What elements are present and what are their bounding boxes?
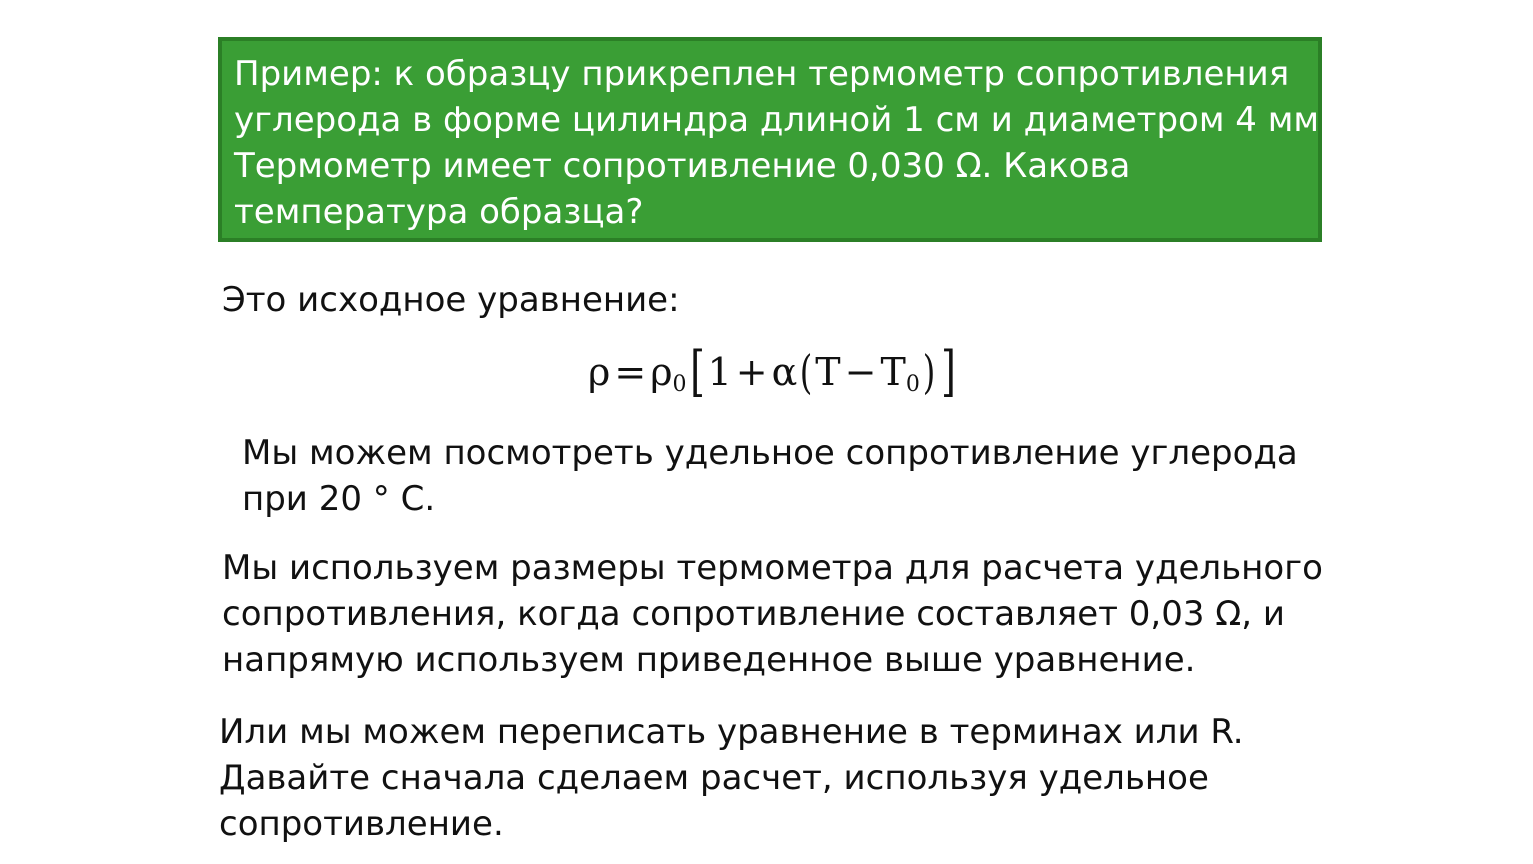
intro-line: Это исходное уравнение: xyxy=(222,280,680,320)
dimensions-line: сопротивления, когда сопротивление составляет 0,03 Ω, и xyxy=(222,594,1285,634)
rewrite-line: сопротивление. xyxy=(219,804,504,844)
eq-one: 1 xyxy=(707,350,732,394)
eq-equals: = xyxy=(614,350,647,394)
eq-t: T xyxy=(815,350,841,394)
resistivity-equation xyxy=(588,340,959,404)
rewrite-paragraph xyxy=(219,709,1244,847)
eq-left-paren: ( xyxy=(800,345,813,399)
lookup-line: Мы можем посмотреть удельное сопротивление углерода xyxy=(242,433,1298,473)
eq-t0-subscript: 0 xyxy=(905,371,920,397)
dimensions-paragraph xyxy=(222,545,1323,683)
eq-minus: − xyxy=(844,350,877,394)
eq-rho: ρ xyxy=(588,350,611,394)
eq-right-paren: ) xyxy=(922,345,936,399)
eq-t0: T xyxy=(880,350,906,394)
rewrite-line: Или мы можем переписать уравнение в терминах или R. xyxy=(219,712,1244,752)
lookup-line: при 20 ° С. xyxy=(242,479,436,519)
example-line: Пример: к образцу прикреплен термометр сопротивления xyxy=(234,54,1290,94)
dimensions-line: Мы используем размеры термометра для расчета удельного xyxy=(222,548,1323,588)
eq-left-bracket: [ xyxy=(689,340,705,403)
eq-rho0: ρ xyxy=(650,350,673,394)
eq-alpha: α xyxy=(771,350,798,394)
example-line: углерода в форме цилиндра длиной 1 см и диаметром 4 мм. xyxy=(234,100,1330,140)
eq-rho0-subscript: 0 xyxy=(672,371,687,397)
intro-text xyxy=(222,277,680,323)
dimensions-line: напрямую используем приведенное выше уравнение. xyxy=(222,640,1196,680)
eq-right-bracket: ] xyxy=(940,340,956,403)
example-line: Термометр имеет сопротивление 0,030 Ω. Какова xyxy=(234,146,1131,186)
example-box xyxy=(218,37,1330,242)
example-line: температура образца? xyxy=(234,192,644,232)
eq-plus: + xyxy=(735,350,768,394)
lookup-paragraph xyxy=(242,430,1298,522)
example-text xyxy=(234,51,1330,235)
rewrite-line: Давайте сначала сделаем расчет, используя удельное xyxy=(219,758,1209,798)
